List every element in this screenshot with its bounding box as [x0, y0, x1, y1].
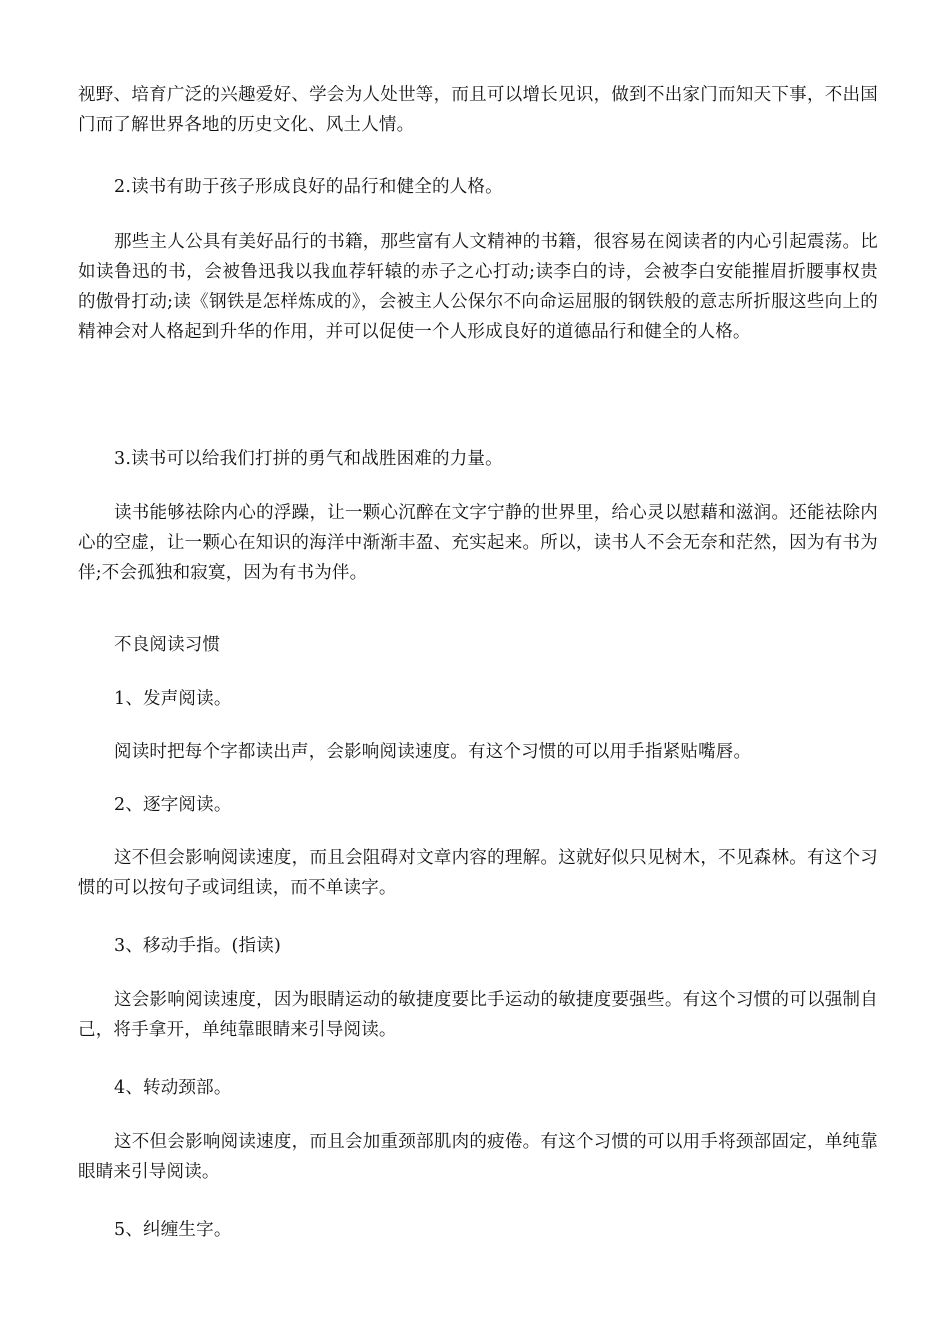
habit-3-heading: 3、移动手指。(指读): [114, 936, 281, 956]
habit-4-heading: 4、转动颈部。: [114, 1078, 232, 1098]
habit-1-heading: 1、发声阅读。: [114, 689, 232, 709]
habit-2-text: 这不但会影响阅读速度，而且会阻碍对文章内容的理解。这就好似只见树木，不见森林。有这个习惯的可以按句子或词组读，而不单读字。: [78, 848, 878, 898]
paragraph-continuation: 视野、培育广泛的兴趣爱好、学会为人处世等，而且可以增长见识，做到不出家门而知天下事，不出国门而了解世界各地的历史文化、风土人情。: [78, 85, 878, 135]
section-heading-3: 3.读书可以给我们打拼的勇气和战胜困难的力量。: [114, 449, 503, 469]
habit-1-text: 阅读时把每个字都读出声，会影响阅读速度。有这个习惯的可以用手指紧贴嘴唇。: [114, 742, 752, 762]
habit-4-text: 这不但会影响阅读速度，而且会加重颈部肌肉的疲倦。有这个习惯的可以用手将颈部固定，单纯靠眼睛来引导阅读。: [78, 1132, 878, 1182]
habit-2-heading: 2、逐字阅读。: [114, 795, 232, 815]
section-heading-2: 2.读书有助于孩子形成良好的品行和健全的人格。: [114, 177, 503, 197]
section-heading-bad-habits: 不良阅读习惯: [114, 635, 221, 655]
habit-5-heading: 5、纠缠生字。: [114, 1220, 232, 1240]
habit-3-text: 这会影响阅读速度，因为眼睛运动的敏捷度要比手运动的敏捷度要强些。有这个习惯的可以强制自己，将手拿开，单纯靠眼睛来引导阅读。: [78, 990, 878, 1040]
paragraph-character: 那些主人公具有美好品行的书籍，那些富有人文精神的书籍，很容易在阅读者的内心引起震荡。比如读鲁迅的书，会被鲁迅我以我血荐轩辕的赤子之心打动;读李白的诗，会被李白安能摧眉折腰事权贵的傲骨打动;读《钢铁是怎样炼成的》，会被主人公保尔不向命运屈服的钢铁般的意志所折服这些向上的精神会对人格起到升华的作用，并可以促使一个人形成良好的道德品行和健全的人格。: [78, 232, 878, 342]
paragraph-courage: 读书能够祛除内心的浮躁，让一颗心沉醉在文字宁静的世界里，给心灵以慰藉和滋润。还能祛除内心的空虚，让一颗心在知识的海洋中渐渐丰盈、充实起来。所以，读书人不会无奈和茫然，因为有书为伴;不会孤独和寂寞，因为有书为伴。: [78, 503, 878, 583]
